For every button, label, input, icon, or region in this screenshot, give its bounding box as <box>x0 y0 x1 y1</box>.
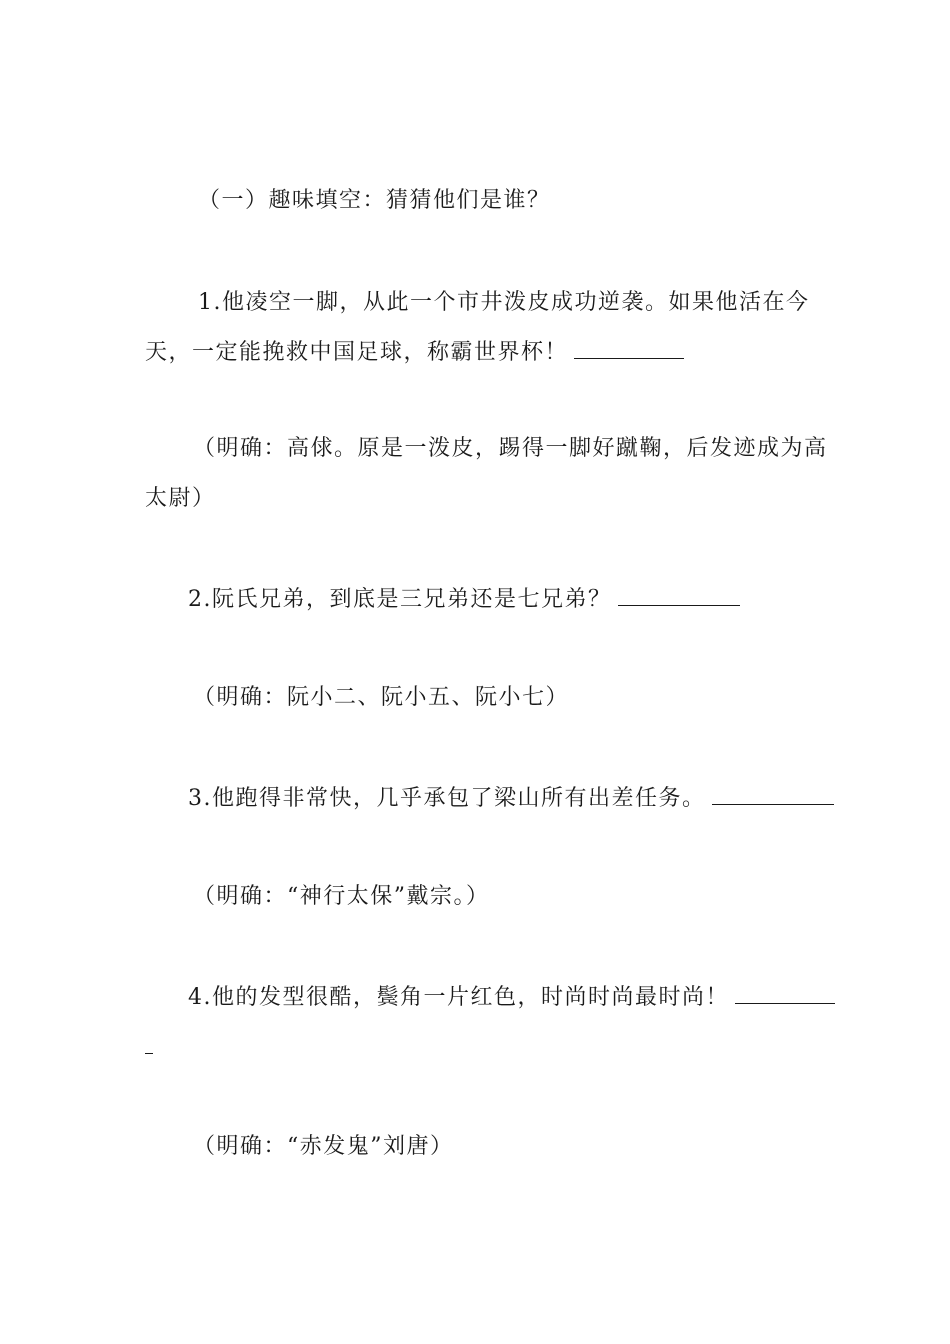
question-1-text: 1.他凌空一脚，从此一个市井泼皮成功逆袭。如果他活在今 <box>198 290 810 315</box>
question-4-blank-cont <box>0 1033 950 1063</box>
answer-1-line-1: （明确：高俅。原是一泼皮，踢得一脚好蹴鞠，后发迹成为高 <box>193 436 828 461</box>
answer-blank-cont <box>145 1033 153 1054</box>
answer-blank <box>618 585 740 606</box>
answer-blank <box>712 784 834 805</box>
question-3-line <box>0 784 950 814</box>
answer-blank <box>735 983 835 1004</box>
question-2-line <box>0 585 950 615</box>
answer-blank <box>574 338 684 359</box>
question-1-line-2 <box>0 338 950 368</box>
answer-2-line: （明确：阮小二、阮小五、阮小七） <box>193 685 570 710</box>
question-4-line <box>0 983 950 1013</box>
answer-3-line: （明确：“神行太保”戴宗。） <box>193 884 490 909</box>
answer-1-line-2: 太尉） <box>145 486 216 511</box>
question-3-text: 3.他跑得非常快，几乎承包了梁山所有出差任务。 <box>188 786 706 811</box>
question-2-text: 2.阮氏兄弟，到底是三兄弟还是七兄弟？ <box>188 587 612 612</box>
answer-4-line: （明确：“赤发鬼”刘唐） <box>193 1134 454 1159</box>
question-4-text: 4.他的发型很酷，鬓角一片红色，时尚时尚最时尚！ <box>188 985 729 1010</box>
question-1-line-1 <box>0 288 950 318</box>
section-title: （一）趣味填空：猜猜他们是谁？ <box>198 188 551 213</box>
question-1-text-cont: 天，一定能挽救中国足球，称霸世界杯！ <box>145 340 569 365</box>
